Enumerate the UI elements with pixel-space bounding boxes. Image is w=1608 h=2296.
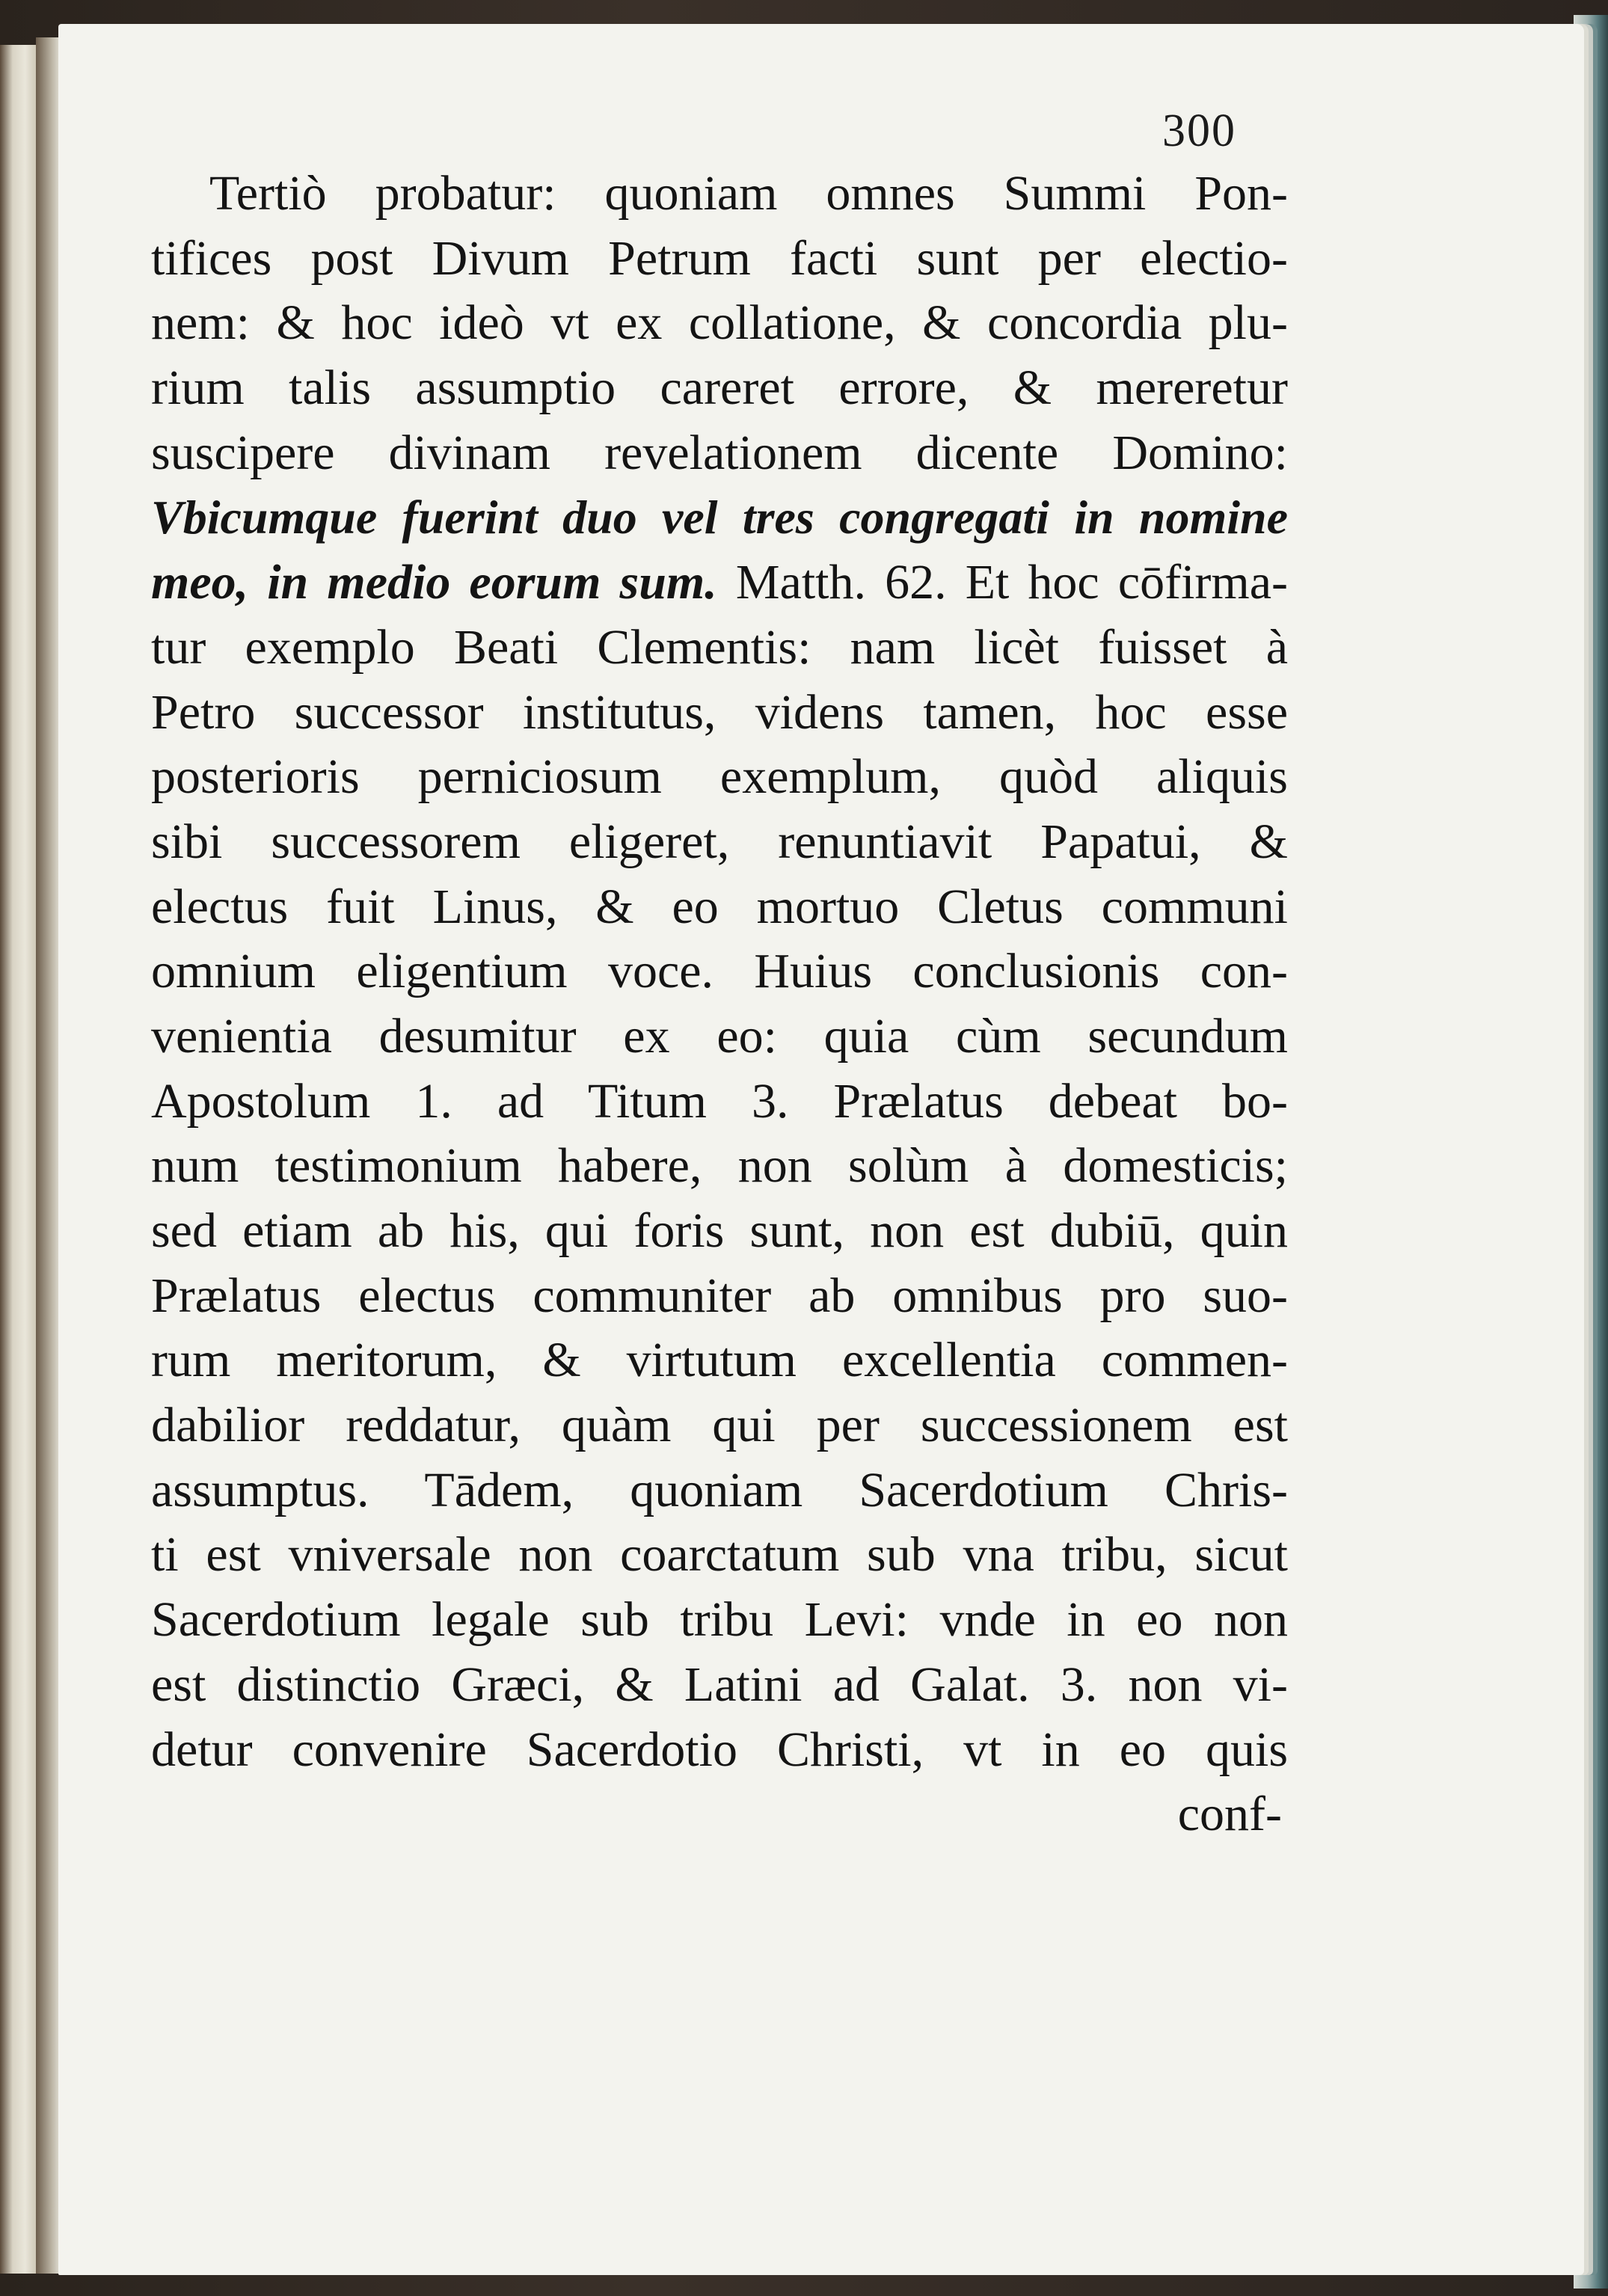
text-line: rium talis assumptio careret errore, & mereretur	[151, 360, 1288, 416]
book-page	[58, 24, 1584, 2275]
text-line-mixed	[151, 550, 1288, 616]
text-line: suscipere divinam revelationem dicente Domino:	[151, 425, 1288, 480]
text-line: dabilior reddatur, quàm qui per successionem est	[151, 1398, 1288, 1453]
text-line: Sacerdotium legale sub tribu Levi: vnde in eo non	[151, 1592, 1288, 1648]
text-line: sibi successorem eligeret, renuntiavit Papatui, &	[151, 814, 1288, 869]
italic-quote-end: meo, in medio eorum sum.	[151, 555, 717, 610]
text-line: Tertiò probatur: quoniam omnes Summi Pon-	[209, 166, 1288, 221]
text-line: tifices post Divum Petrum facti sunt per electio-	[151, 230, 1288, 286]
text-line: Prælatus electus communiter ab omnibus pro suo-	[151, 1268, 1288, 1323]
text-line: posterioris perniciosum exemplum, quòd aliquis	[151, 749, 1288, 805]
text-line: nem: & hoc ideò vt ex collatione, & concordia plu-	[151, 295, 1288, 351]
text-line: electus fuit Linus, & eo mortuo Cletus communi	[151, 879, 1288, 934]
catchword: conf-	[1177, 1787, 1282, 1842]
text-line: detur convenire Sacerdotio Christi, vt in eo quis	[151, 1722, 1288, 1777]
page-number: 300	[1162, 105, 1236, 156]
text-line: Petro successor institutus, videns tamen, hoc esse	[151, 684, 1288, 740]
catchword-line	[151, 1782, 1288, 1847]
text-line: rum meritorum, & virtutum excellentia commen-	[151, 1333, 1288, 1388]
text-line: est distinctio Græci, & Latini ad Galat. 3. non vi-	[151, 1657, 1288, 1712]
text-line: sed etiam ab his, qui foris sunt, non est dubiū, quin	[151, 1203, 1288, 1258]
text-line: venientia desumitur ex eo: quia cùm secundum	[151, 1008, 1288, 1063]
text-line-italic-quote: Vbicumque fuerint duo vel tres congregati in nomine	[151, 491, 1288, 544]
text-line: omnium eligentium voce. Huius conclusionis con-	[151, 944, 1288, 999]
text-line: tur exemplo Beati Clementis: nam licèt fuisset à	[151, 619, 1288, 675]
text-line: num testimonium habere, non solùm à domesticis;	[151, 1138, 1288, 1194]
text-line: assumptus. Tādem, quoniam Sacerdotium Chris-	[151, 1462, 1288, 1517]
text-line: ti est vniversale non coarctatum sub vna tribu, sicut	[151, 1527, 1288, 1583]
citation-text: Matth. 62. Et hoc cōfirma-	[716, 555, 1289, 610]
previous-page-edge	[0, 45, 37, 2274]
page-text-block	[151, 162, 1288, 1847]
text-line: Apostolum 1. ad Titum 3. Prælatus debeat bo-	[151, 1073, 1288, 1129]
